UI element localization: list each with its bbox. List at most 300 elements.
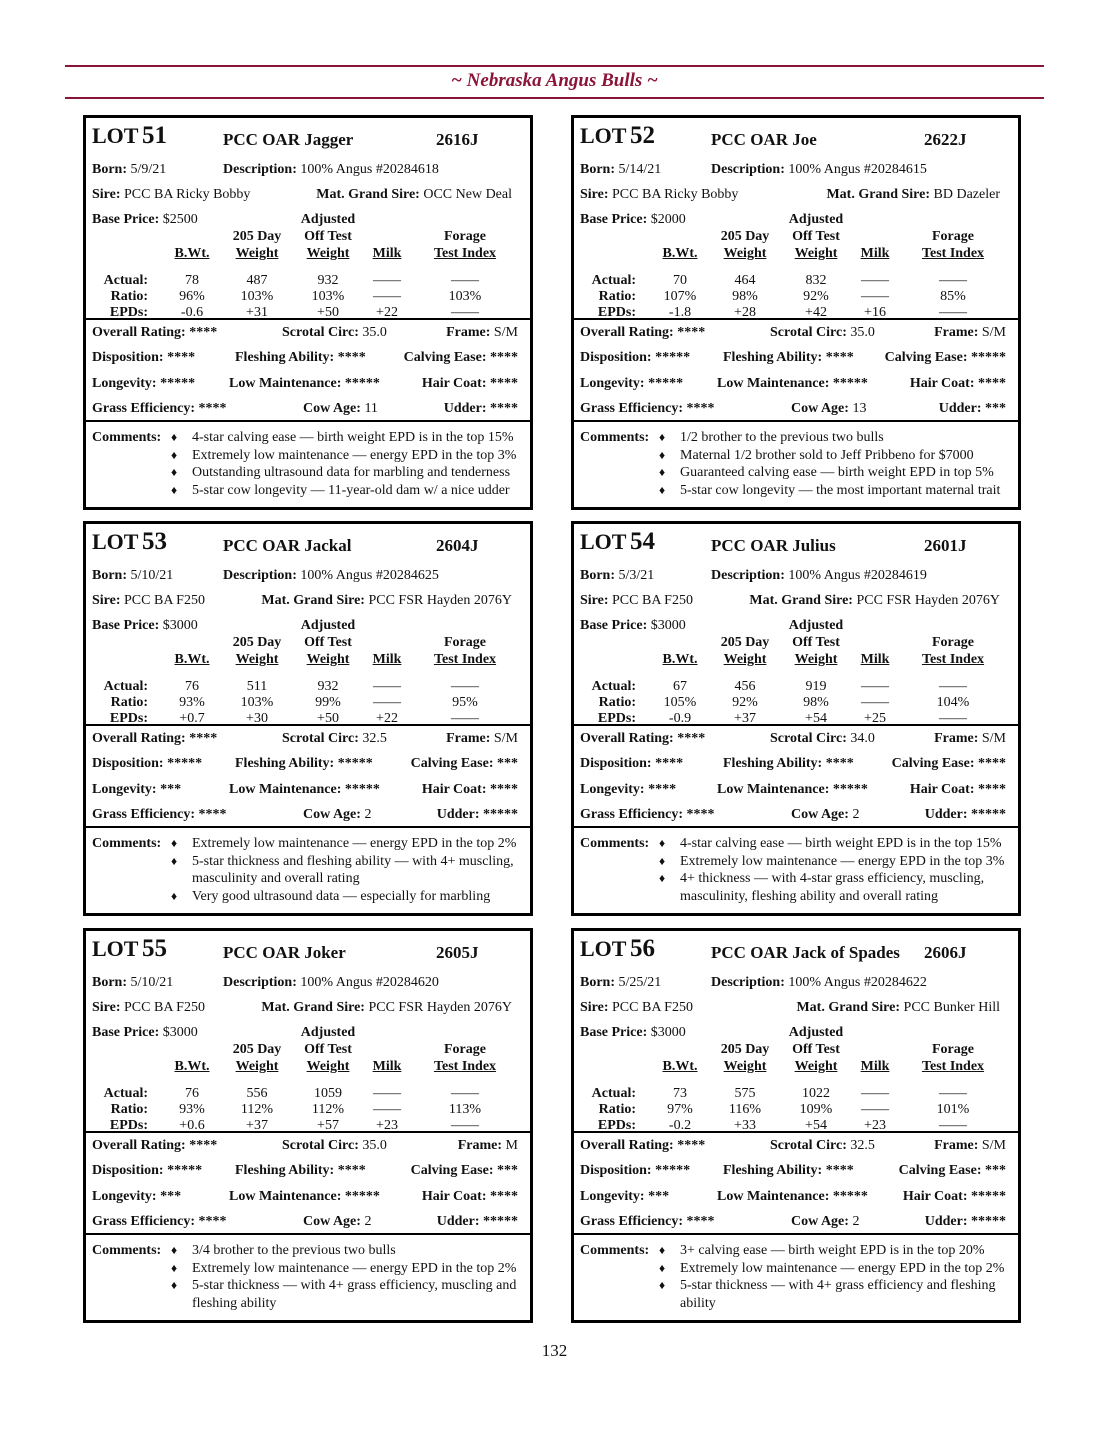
epds-milk-value: +22	[376, 305, 398, 320]
ratio-forage-value: 85%	[940, 289, 966, 304]
frame-field	[446, 731, 518, 747]
epds-adj-value: +54	[805, 1118, 827, 1133]
epds-w205-value: +31	[246, 305, 268, 320]
ratio-adj-value: 92%	[803, 289, 829, 304]
grass-efficiency-field	[580, 1214, 715, 1230]
calving-ease-field	[404, 350, 518, 366]
cow-age-field	[303, 401, 378, 417]
lot-heading	[92, 122, 167, 150]
longevity-label: Longevity:	[580, 782, 645, 797]
ratio-forage-value: 101%	[936, 1102, 970, 1117]
longevity-field	[92, 376, 195, 392]
comment-item	[168, 888, 520, 906]
205-day-header: 205 Day	[720, 229, 770, 244]
ratings-section	[574, 1133, 1018, 1235]
born-field	[92, 975, 173, 991]
fleshing-ability-field	[235, 350, 366, 366]
comment-item	[656, 1277, 1008, 1312]
fleshing-ability-value: ****	[825, 756, 854, 771]
diamond-bullet-icon: ♦	[171, 447, 178, 462]
grass-efficiency-field	[580, 401, 715, 417]
comment-item	[656, 429, 1008, 447]
overall-rating-value: ****	[677, 1138, 706, 1153]
comment-text: 4+ thickness — with 4-star grass efficiency, muscling, masculinity, fleshing ability and overall rating	[680, 871, 985, 904]
comment-item	[656, 482, 1008, 500]
weight-adj-header: Weight	[794, 652, 838, 667]
udder-field	[925, 1214, 1006, 1230]
actual-w205-value: 464	[734, 273, 756, 288]
lot-number: 52	[629, 122, 655, 149]
udder-label: Udder:	[443, 401, 487, 416]
ratio-forage-value: 113%	[448, 1102, 482, 1117]
sire-value: PCC BA F250	[612, 593, 693, 608]
adjusted-header: Adjusted	[788, 618, 844, 633]
grass-efficiency-field	[580, 807, 715, 823]
comments-list	[168, 835, 520, 905]
ratio-w205-value: 112%	[240, 1102, 274, 1117]
lot-info-section	[86, 524, 530, 726]
actual-w205-value: 487	[246, 273, 268, 288]
actual-forage-value: ——	[451, 679, 479, 694]
longevity-label: Longevity:	[580, 1189, 645, 1204]
lot-heading	[580, 528, 655, 556]
ratio-milk-value: ——	[861, 1102, 889, 1117]
grass-efficiency-value: ****	[686, 1214, 715, 1229]
actual-adj-value: 932	[317, 679, 339, 694]
ratio-w205-value: 116%	[728, 1102, 762, 1117]
bull-tag: 2601J	[924, 536, 967, 555]
udder-value: *****	[971, 807, 1006, 822]
hair-coat-value: ****	[978, 376, 1006, 391]
longevity-label: Longevity:	[580, 376, 645, 391]
sire-value: PCC BA F250	[124, 593, 205, 608]
row-label-epds: EPDs:	[109, 1118, 148, 1133]
comment-text: Extremely low maintenance — energy EPD in the top 2%	[680, 1260, 1005, 1276]
description-label: Description:	[711, 568, 785, 583]
disposition-field	[92, 1163, 202, 1179]
epds-w205-value: +28	[734, 305, 756, 320]
epds-forage-value: ——	[451, 711, 479, 726]
grass-efficiency-value: ****	[198, 1214, 227, 1229]
row-label-actual: Actual:	[103, 273, 148, 288]
fleshing-ability-label: Fleshing Ability:	[235, 1163, 335, 1178]
overall-rating-value: ****	[677, 325, 706, 340]
udder-field	[437, 1214, 518, 1230]
lot-card	[571, 928, 1021, 1323]
born-value: 5/9/21	[130, 162, 167, 177]
frame-field	[458, 1138, 518, 1154]
adjusted-header: Adjusted	[300, 212, 356, 227]
actual-forage-value: ——	[939, 1086, 967, 1101]
fleshing-ability-field	[235, 756, 373, 772]
205-day-header: 205 Day	[232, 1042, 282, 1057]
actual-milk-value: ——	[861, 679, 889, 694]
disposition-value: ****	[167, 350, 196, 365]
sire-field	[92, 593, 205, 609]
comments-label: Comments:	[580, 430, 650, 445]
mat-grand-sire-field	[261, 1000, 512, 1016]
diamond-bullet-icon: ♦	[171, 1278, 178, 1292]
calving-ease-label: Calving Ease:	[410, 756, 494, 771]
ratings-section	[86, 726, 530, 828]
epds-milk-value: +23	[376, 1118, 398, 1133]
mat-grand-sire-value: BD Dazeler	[933, 187, 1000, 202]
diamond-bullet-icon: ♦	[659, 1243, 666, 1257]
grass-efficiency-value: ****	[198, 401, 227, 416]
low-maintenance-field	[229, 782, 380, 798]
actual-adj-value: 919	[805, 679, 827, 694]
overall-rating-value: ****	[189, 1138, 218, 1153]
off-test-header: Off Test	[792, 229, 840, 244]
sire-field	[92, 1000, 205, 1016]
actual-forage-value: ——	[451, 1086, 479, 1101]
lot-label: LOT	[580, 936, 627, 961]
epds-bwt-value: +0.6	[179, 1118, 205, 1133]
cow-age-value: 13	[852, 401, 867, 416]
fleshing-ability-label: Fleshing Ability:	[235, 350, 335, 365]
calving-ease-value: ***	[497, 756, 518, 771]
actual-bwt-value: 73	[673, 1086, 687, 1101]
ratio-bwt-value: 93%	[179, 695, 205, 710]
mat-grand-sire-field	[316, 187, 512, 203]
comment-item	[656, 464, 1008, 482]
longevity-value: *****	[160, 376, 196, 391]
description-field	[223, 162, 439, 178]
cow-age-value: 11	[364, 401, 378, 416]
calving-ease-label: Calving Ease:	[410, 1163, 494, 1178]
udder-field	[444, 401, 518, 417]
description-field	[223, 568, 439, 584]
born-field	[580, 975, 661, 991]
epds-forage-value: ——	[451, 305, 479, 320]
lot-number: 55	[141, 935, 167, 962]
calving-ease-field	[892, 756, 1006, 772]
ratio-milk-value: ——	[373, 695, 401, 710]
lot-heading	[92, 528, 167, 556]
diamond-bullet-icon: ♦	[659, 430, 666, 444]
description-value: 100% Angus #20284620	[300, 975, 439, 990]
grass-efficiency-label: Grass Efficiency:	[92, 807, 196, 822]
udder-value: *****	[483, 1214, 518, 1229]
fleshing-ability-value: ****	[337, 1163, 366, 1178]
calving-ease-field	[899, 1163, 1006, 1179]
adjusted-header: Adjusted	[300, 618, 356, 633]
mat-grand-sire-label: Mat. Grand Sire:	[261, 1000, 365, 1015]
scrotal-circ-field	[282, 731, 387, 747]
mat-grand-sire-label: Mat. Grand Sire:	[826, 187, 931, 202]
diamond-bullet-icon: ♦	[659, 465, 666, 479]
ratings-section	[86, 320, 530, 422]
bull-name: PCC OAR Jagger	[223, 130, 354, 149]
mat-grand-sire-value: PCC Bunker Hill	[903, 1000, 1000, 1015]
comment-text: Guaranteed calving ease — birth weight EPD in top 5%	[680, 465, 994, 480]
scrotal-circ-label: Scrotal Circ:	[282, 731, 359, 746]
actual-w205-value: 456	[734, 679, 756, 694]
born-value: 5/10/21	[130, 568, 174, 583]
ratio-w205-value: 92%	[732, 695, 758, 710]
base-price-field	[580, 212, 686, 228]
epds-adj-value: +50	[317, 305, 339, 320]
grass-efficiency-field	[92, 401, 227, 417]
scrotal-circ-field	[770, 731, 875, 747]
cow-age-field	[303, 1214, 371, 1230]
actual-adj-value: 932	[317, 273, 339, 288]
bwt-header: B.Wt.	[174, 246, 210, 261]
epds-w205-value: +30	[246, 711, 268, 726]
actual-adj-value: 832	[805, 273, 827, 288]
low-maintenance-field	[717, 376, 868, 392]
epds-adj-value: +42	[805, 305, 827, 320]
fleshing-ability-label: Fleshing Ability:	[235, 756, 335, 771]
cow-age-field	[791, 401, 866, 417]
bwt-header: B.Wt.	[174, 1059, 210, 1074]
fleshing-ability-field	[723, 756, 854, 772]
milk-header: Milk	[860, 246, 890, 261]
ratio-bwt-value: 97%	[667, 1102, 693, 1117]
low-maintenance-label: Low Maintenance:	[229, 1189, 342, 1204]
frame-field	[934, 325, 1006, 341]
comments-section	[86, 1235, 530, 1320]
hair-coat-value: ****	[490, 782, 518, 797]
mat-grand-sire-value: PCC FSR Hayden 2076Y	[368, 593, 512, 608]
cow-age-value: 2	[852, 1214, 860, 1229]
205-day-header: 205 Day	[720, 635, 770, 650]
fleshing-ability-value: ****	[825, 1163, 854, 1178]
disposition-label: Disposition:	[580, 1163, 652, 1178]
comment-text: 5-star thickness — with 4+ grass efficiency, muscling and fleshing ability	[192, 1278, 517, 1311]
row-label-epds: EPDs:	[597, 305, 636, 320]
scrotal-circ-label: Scrotal Circ:	[770, 1138, 847, 1153]
epds-milk-value: +25	[864, 711, 886, 726]
overall-rating-value: ****	[677, 731, 706, 746]
ratings-section	[574, 320, 1018, 422]
ratio-adj-value: 112%	[311, 1102, 345, 1117]
actual-bwt-value: 67	[673, 679, 687, 694]
epds-adj-value: +50	[317, 711, 339, 726]
row-label-ratio: Ratio:	[110, 695, 148, 710]
disposition-field	[580, 350, 690, 366]
disposition-field	[92, 756, 202, 772]
ratio-forage-value: 103%	[448, 289, 482, 304]
epds-w205-value: +37	[734, 711, 756, 726]
grass-efficiency-field	[92, 1214, 227, 1230]
low-maintenance-field	[229, 376, 380, 392]
off-test-header: Off Test	[304, 1042, 352, 1057]
comment-text: Extremely low maintenance — energy EPD in the top 2%	[192, 1260, 517, 1276]
disposition-value: ****	[655, 756, 684, 771]
mat-grand-sire-value: PCC FSR Hayden 2076Y	[856, 593, 1000, 608]
hair-coat-value: ****	[490, 376, 518, 391]
cow-age-label: Cow Age:	[303, 1214, 361, 1229]
sire-value: PCC BA F250	[612, 1000, 693, 1015]
ratings-section	[86, 1133, 530, 1235]
comment-text: Outstanding ultrasound data for marbling and tenderness	[192, 465, 511, 480]
calving-ease-field	[885, 350, 1006, 366]
low-maintenance-label: Low Maintenance:	[229, 376, 342, 391]
205-day-header: 205 Day	[720, 1042, 770, 1057]
sire-label: Sire:	[580, 1000, 609, 1015]
sire-field	[580, 187, 738, 203]
row-label-ratio: Ratio:	[110, 1102, 148, 1117]
frame-field	[446, 325, 518, 341]
actual-w205-value: 511	[246, 679, 268, 694]
disposition-field	[580, 1163, 690, 1179]
epds-bwt-value: -1.8	[668, 305, 692, 320]
low-maintenance-value: *****	[832, 1189, 868, 1204]
disposition-label: Disposition:	[580, 350, 652, 365]
sire-label: Sire:	[92, 593, 121, 608]
born-label: Born:	[92, 975, 127, 990]
row-label-ratio: Ratio:	[598, 289, 636, 304]
sire-label: Sire:	[92, 187, 121, 202]
low-maintenance-value: *****	[344, 782, 380, 797]
low-maintenance-field	[717, 782, 868, 798]
diamond-bullet-icon: ♦	[171, 853, 178, 868]
hair-coat-field	[422, 782, 518, 798]
epds-forage-value: ——	[939, 305, 967, 320]
born-field	[580, 568, 654, 584]
lot-card	[83, 521, 533, 916]
milk-header: Milk	[860, 652, 890, 667]
comment-item	[656, 1242, 1008, 1260]
cow-age-label: Cow Age:	[303, 807, 361, 822]
lot-heading	[92, 935, 167, 963]
actual-milk-value: ——	[373, 679, 401, 694]
lot-label: LOT	[580, 123, 627, 148]
cow-age-label: Cow Age:	[791, 807, 849, 822]
mat-grand-sire-value: PCC FSR Hayden 2076Y	[368, 1000, 512, 1015]
description-value: 100% Angus #20284625	[300, 568, 439, 583]
actual-milk-value: ——	[373, 273, 401, 288]
mat-grand-sire-label: Mat. Grand Sire:	[749, 593, 853, 608]
frame-value: S/M	[981, 325, 1006, 340]
comments-list	[168, 1242, 520, 1312]
base-price-field	[92, 618, 198, 634]
diamond-bullet-icon: ♦	[659, 447, 666, 462]
comment-item	[168, 1242, 520, 1260]
longevity-field	[92, 782, 181, 798]
udder-field	[437, 807, 518, 823]
actual-bwt-value: 78	[185, 273, 199, 288]
calving-ease-value: ****	[490, 350, 518, 365]
lot-info-section	[574, 931, 1018, 1133]
weight-205-header: Weight	[723, 246, 767, 261]
base-price-value: $2000	[650, 212, 686, 227]
lot-heading	[580, 122, 655, 150]
ratio-adj-value: 99%	[315, 695, 341, 710]
comments-label: Comments:	[580, 836, 650, 851]
comment-text: 4-star calving ease — birth weight EPD is in the top 15%	[192, 430, 514, 445]
row-label-ratio: Ratio:	[598, 695, 636, 710]
comment-text: 3/4 brother to the previous two bulls	[192, 1243, 396, 1258]
ratio-w205-value: 98%	[732, 289, 758, 304]
sire-field	[92, 187, 250, 203]
lot-card	[571, 521, 1021, 916]
test-index-header: Test Index	[921, 246, 985, 261]
diamond-bullet-icon: ♦	[659, 1278, 666, 1292]
overall-rating-field	[580, 1138, 705, 1154]
ratio-milk-value: ——	[373, 1102, 401, 1117]
bull-tag: 2604J	[436, 536, 479, 555]
udder-field	[939, 401, 1006, 417]
cow-age-label: Cow Age:	[791, 401, 849, 416]
ratio-milk-value: ——	[861, 289, 889, 304]
comment-item	[656, 853, 1008, 871]
low-maintenance-field	[717, 1189, 868, 1205]
row-label-actual: Actual:	[103, 679, 148, 694]
longevity-value: *****	[648, 376, 684, 391]
cow-age-value: 2	[364, 1214, 372, 1229]
bull-tag: 2622J	[924, 130, 967, 149]
row-label-ratio: Ratio:	[598, 1102, 636, 1117]
lot-number: 51	[141, 122, 167, 149]
milk-header: Milk	[372, 652, 402, 667]
description-label: Description:	[223, 162, 297, 177]
low-maintenance-label: Low Maintenance:	[717, 376, 830, 391]
longevity-label: Longevity:	[92, 1189, 157, 1204]
forage-header: Forage	[932, 229, 974, 244]
comments-section	[574, 828, 1018, 913]
description-field	[711, 568, 927, 584]
lot-card	[83, 928, 533, 1323]
ratio-forage-value: 95%	[452, 695, 478, 710]
overall-rating-field	[580, 731, 705, 747]
disposition-value: *****	[167, 1163, 203, 1178]
description-label: Description:	[223, 975, 297, 990]
diamond-bullet-icon: ♦	[171, 888, 178, 903]
calving-ease-label: Calving Ease:	[891, 756, 975, 771]
udder-field	[925, 807, 1006, 823]
udder-label: Udder:	[938, 401, 982, 416]
scrotal-circ-label: Scrotal Circ:	[770, 731, 847, 746]
calving-ease-field	[411, 756, 518, 772]
fleshing-ability-label: Fleshing Ability:	[723, 1163, 823, 1178]
frame-label: Frame:	[446, 325, 491, 340]
frame-label: Frame:	[446, 731, 491, 746]
calving-ease-value: ***	[985, 1163, 1006, 1178]
actual-bwt-value: 76	[185, 1086, 199, 1101]
comment-text: 5-star cow longevity — the most important maternal trait	[680, 482, 1001, 498]
udder-label: Udder:	[436, 1214, 480, 1229]
row-label-actual: Actual:	[591, 679, 636, 694]
ratio-milk-value: ——	[861, 695, 889, 710]
grass-efficiency-label: Grass Efficiency:	[92, 1214, 196, 1229]
hair-coat-label: Hair Coat:	[902, 1189, 968, 1204]
bull-name: PCC OAR Julius	[711, 536, 836, 555]
bwt-header: B.Wt.	[662, 1059, 698, 1074]
longevity-value: ***	[160, 1189, 182, 1204]
born-label: Born:	[580, 975, 615, 990]
comment-item	[168, 482, 520, 500]
frame-value: M	[505, 1138, 518, 1153]
mat-grand-sire-field	[261, 593, 512, 609]
born-value: 5/14/21	[618, 162, 662, 177]
low-maintenance-value: *****	[832, 376, 868, 391]
weight-adj-header: Weight	[306, 652, 350, 667]
comment-text: 4-star calving ease — birth weight EPD is in the top 15%	[680, 836, 1002, 851]
fleshing-ability-field	[235, 1163, 366, 1179]
cow-age-field	[791, 1214, 859, 1230]
overall-rating-field	[92, 731, 217, 747]
comment-item	[168, 1277, 520, 1312]
lot-heading	[580, 935, 655, 963]
calving-ease-label: Calving Ease:	[403, 350, 487, 365]
base-price-field	[580, 618, 686, 634]
actual-forage-value: ——	[939, 273, 967, 288]
epds-milk-value: +16	[864, 305, 886, 320]
comments-section	[86, 828, 530, 913]
description-value: 100% Angus #20284622	[788, 975, 927, 990]
